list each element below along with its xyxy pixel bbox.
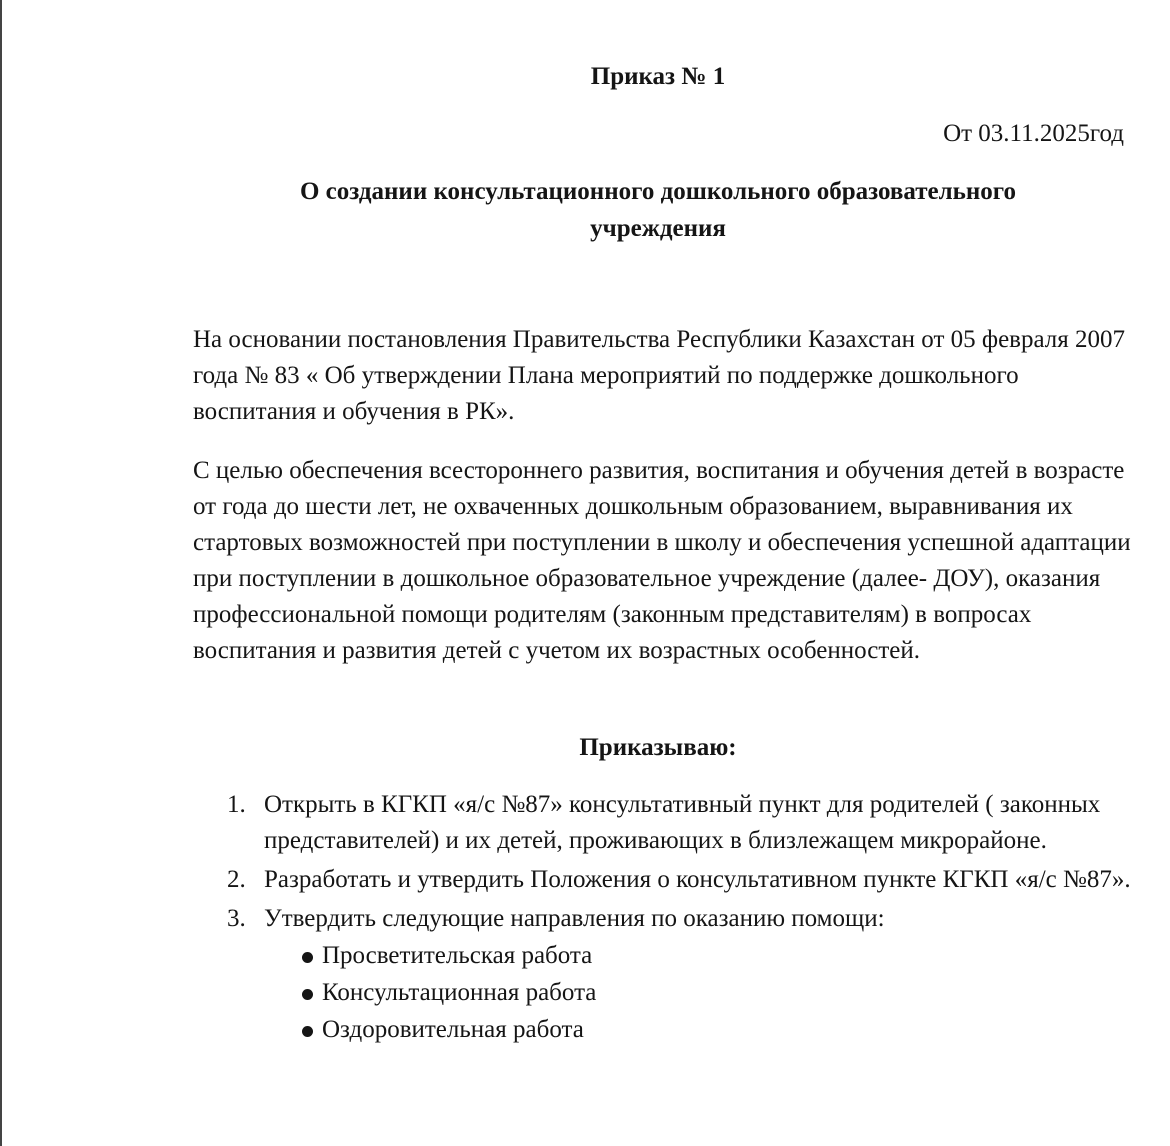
- document-date: От 03.11.2025год: [943, 120, 1124, 147]
- document-subject-line-1: О создании консультационного дошкольного образовательного: [299, 178, 1016, 205]
- document-subject-line-2: учреждения: [590, 215, 726, 242]
- order-item-3: [193, 901, 1138, 1048]
- document-subject: [158, 173, 1158, 247]
- sub-list-item: [302, 937, 1138, 974]
- sub-list-item: [302, 1011, 1138, 1048]
- page-edge-line: [0, 0, 2, 1146]
- order-item-2: [193, 862, 1138, 898]
- assistance-directions-list: [264, 937, 1138, 1048]
- order-item-number: 3.: [227, 905, 246, 932]
- order-heading: Приказываю:: [579, 734, 737, 761]
- order-item-1: [193, 787, 1138, 859]
- order-item-text: Открыть в КГКП «я/с №87» консультативный пункт для родителей ( законных представителей) и их детей, проживающих в близлежащем микрорайоне.: [264, 791, 1101, 854]
- purpose-paragraph: С целью обеспечения всестороннего развития, воспитания и обучения детей в возрасте от года до шести лет, не охваченных дошкольным образованием, выравнивания их стартовых возможностей при поступлении в школу и обеспечения успешной адаптации при поступлении в дошкольное образовательное учреждение (далее- ДОУ), оказания профессиональной помощи родителям (законным представителям) в вопросах воспитания и развития детей с учетом их возрастных особенностей.: [193, 457, 1131, 664]
- basis-paragraph: На основании постановления Правительства Республики Казахстан от 05 февраля 2007 года № 83 « Об утверждении Плана мероприятий по поддержке дошкольного воспитания и обучения в РК».: [193, 326, 1126, 425]
- bullet-icon: [302, 1026, 313, 1037]
- bullet-icon: [302, 989, 313, 1000]
- order-item-number: 1.: [227, 791, 246, 818]
- bullet-icon: [302, 952, 313, 963]
- order-item-text: Утвердить следующие направления по оказанию помощи:: [264, 905, 885, 932]
- sub-list-item-text: Оздоровительная работа: [322, 1016, 584, 1043]
- sub-list-item-text: Просветительская работа: [322, 942, 593, 969]
- sub-list-item: [302, 974, 1138, 1011]
- order-list: [193, 787, 1138, 1051]
- order-item-number: 2.: [227, 866, 246, 893]
- order-item-text: Разработать и утвердить Положения о консультативном пункте КГКП «я/с №87».: [264, 866, 1131, 893]
- document-title: Приказ № 1: [590, 63, 726, 90]
- sub-list-item-text: Консультационная работа: [322, 979, 597, 1006]
